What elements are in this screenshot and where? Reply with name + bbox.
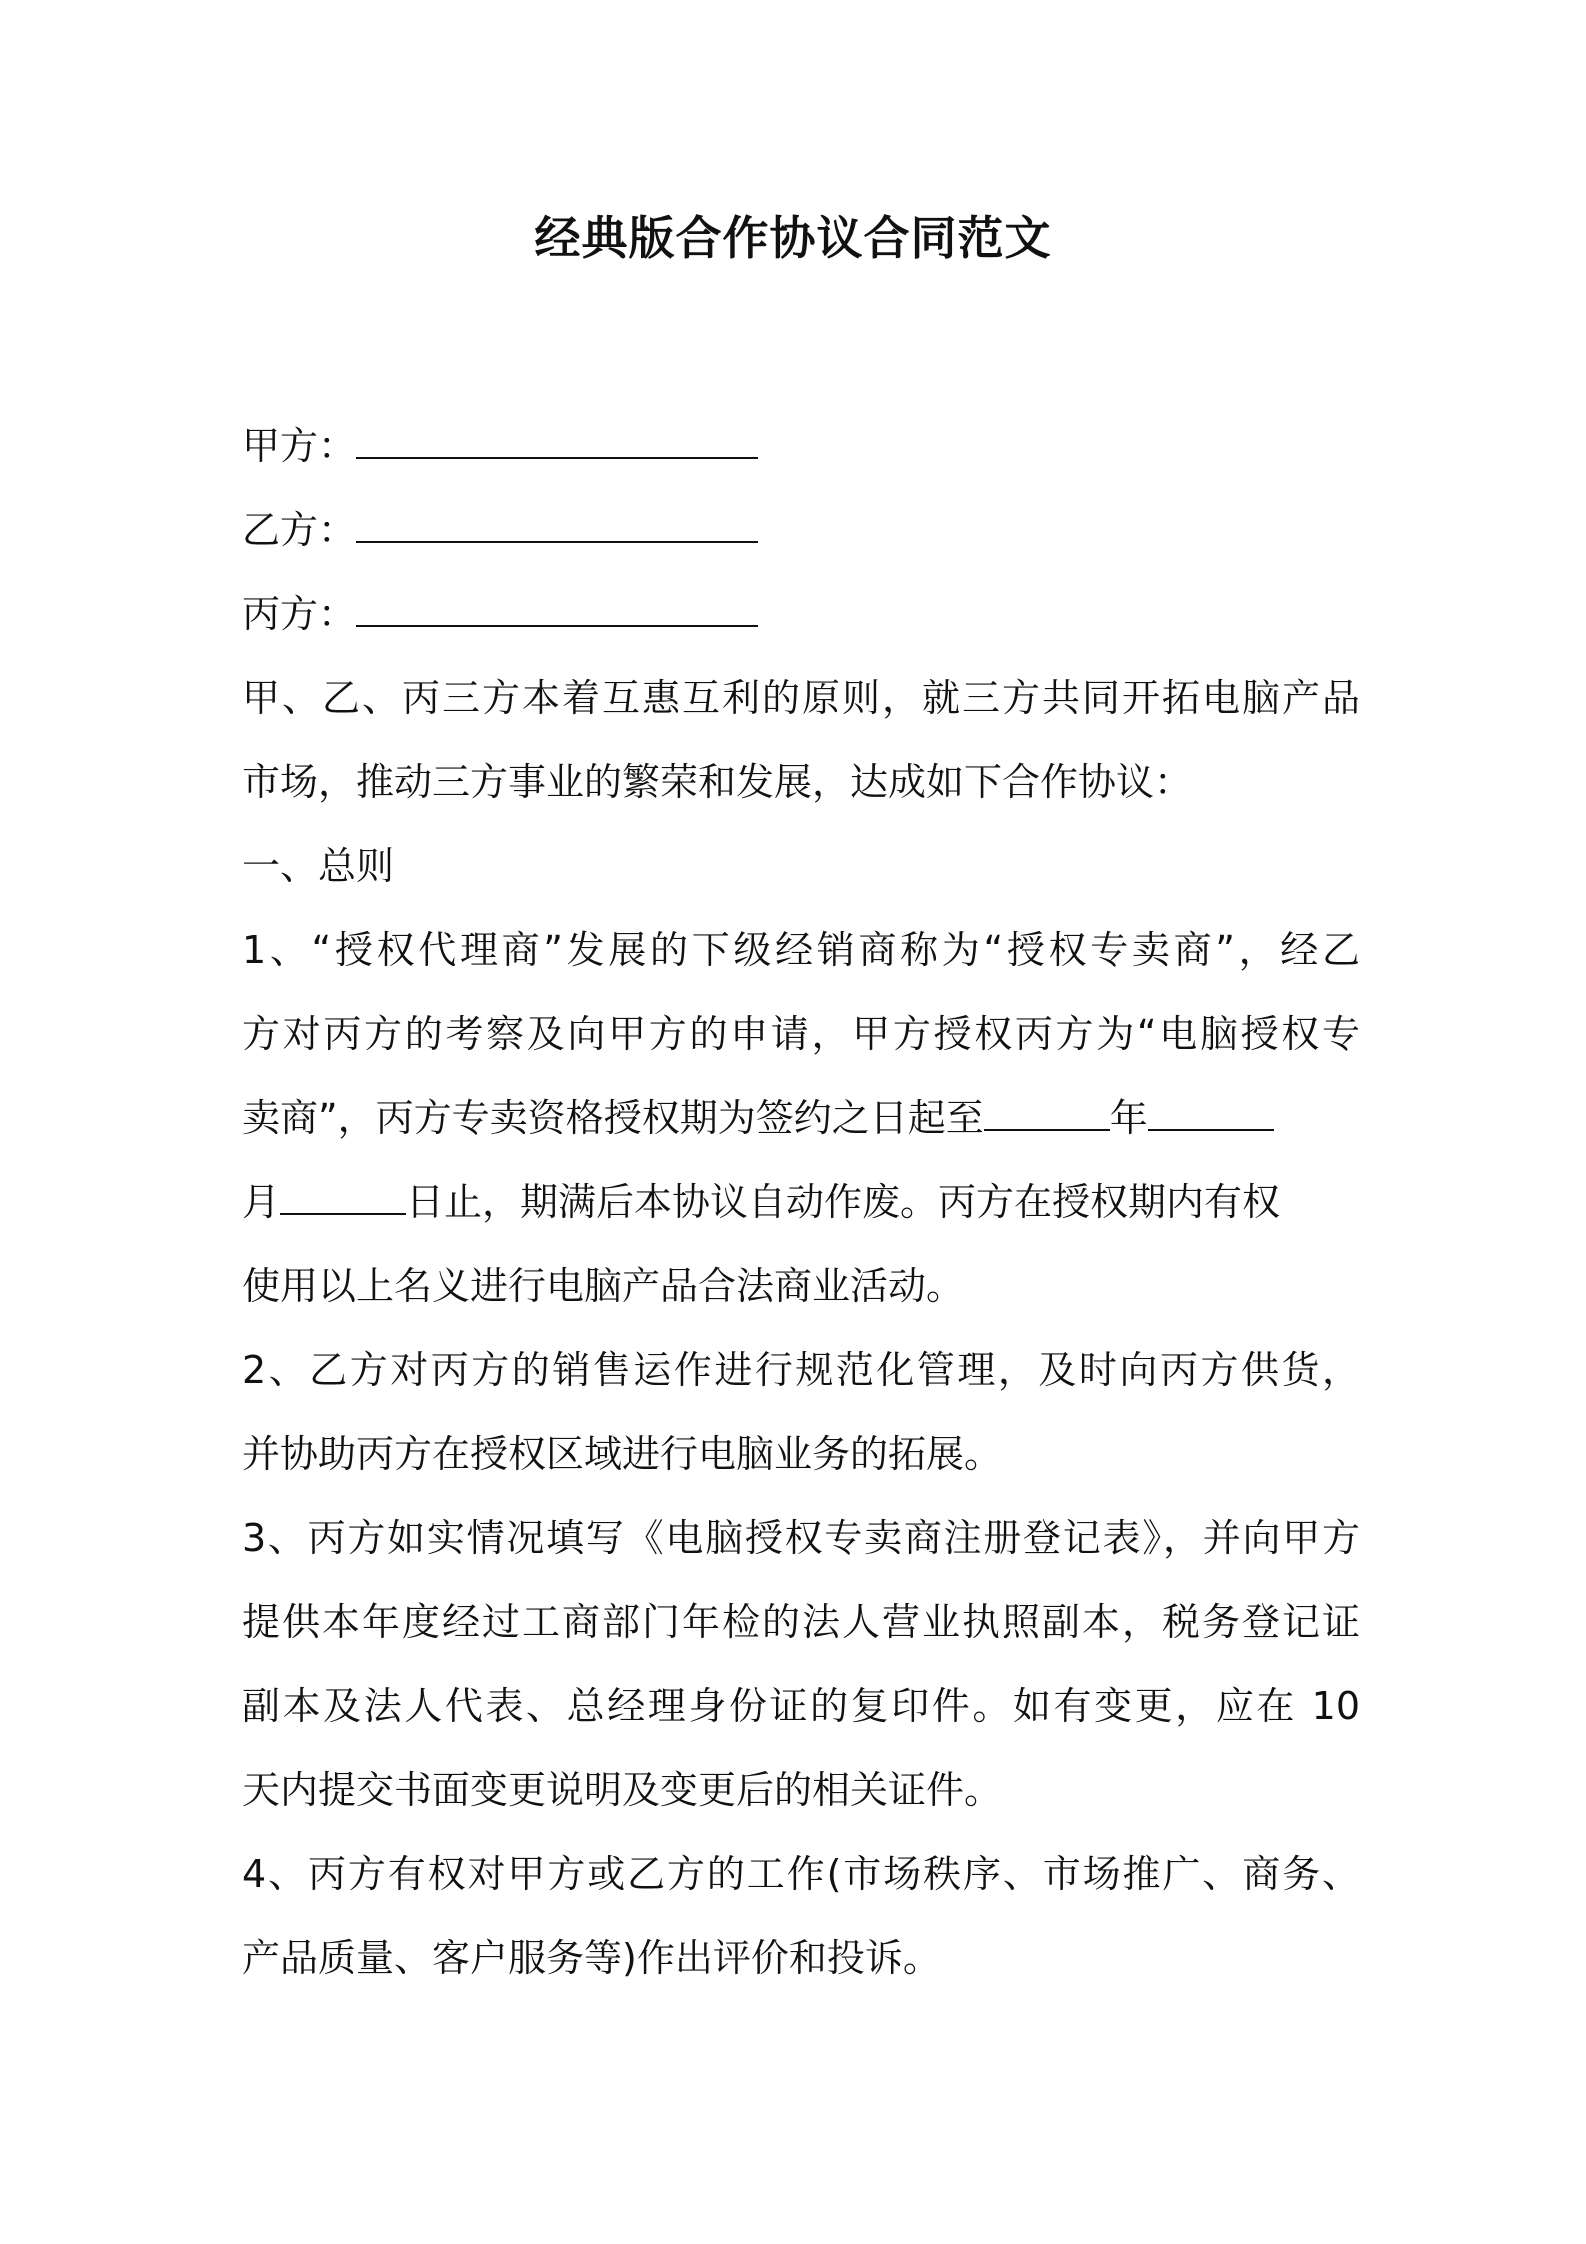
month-blank — [1148, 1099, 1274, 1131]
party-a-blank — [356, 427, 758, 459]
clause-3-line-1: 3、丙方如实情况填写《电脑授权专卖商注册登记表》，并向甲方 — [242, 1516, 1360, 1560]
year-label: 年 — [1109, 1096, 1148, 1140]
party-c-blank — [356, 595, 758, 627]
clause-2-line-2: 并协助丙方在授权区域进行电脑业务的拓展。 — [242, 1432, 1003, 1476]
party-c-label: 丙方： — [242, 592, 357, 636]
clause-3-line-2: 提供本年度经过工商部门年检的法人营业执照副本，税务登记证 — [242, 1600, 1360, 1644]
clause-1-line-1: 1、“授权代理商”发展的下级经销商称为“授权专卖商”，经乙 — [242, 928, 1360, 972]
clause-4-line-1: 4、丙方有权对甲方或乙方的工作(市场秩序、市场推广、商务、 — [242, 1852, 1360, 1896]
section-heading: 一、总则 — [242, 844, 395, 888]
day-blank — [280, 1183, 406, 1215]
clause-3-line-3: 副本及法人代表、总经理身份证的复印件。如有变更，应在 10 — [242, 1684, 1360, 1728]
month-label: 月 — [242, 1180, 281, 1224]
intro-line-2: 市场，推动三方事业的繁荣和发展，达成如下合作协议： — [242, 760, 1193, 804]
party-a-line — [242, 404, 1360, 488]
clause-4-line-2: 产品质量、客户服务等)作出评价和投诉。 — [242, 1936, 941, 1980]
party-b-line — [242, 488, 1360, 572]
clause-1-line-4 — [242, 1160, 1360, 1244]
party-c-line — [242, 572, 1360, 656]
clause-2-line-1: 2、乙方对丙方的销售运作进行规范化管理，及时向丙方供货， — [242, 1348, 1360, 1392]
clause-1-expiry-text: 日止，期满后本协议自动作废。丙方在授权期内有权 — [406, 1180, 1281, 1224]
intro-line-1: 甲、乙、丙三方本着互惠互利的原则，就三方共同开拓电脑产品 — [242, 676, 1360, 720]
clause-1-line-2: 方对丙方的考察及向甲方的申请，甲方授权丙方为“电脑授权专 — [242, 1012, 1360, 1056]
clause-1-line-5: 使用以上名义进行电脑产品合法商业活动。 — [242, 1264, 965, 1308]
party-b-blank — [356, 511, 758, 543]
clause-3-line-4: 天内提交书面变更说明及变更后的相关证件。 — [242, 1768, 1003, 1812]
document-title: 经典版合作协议合同范文 — [534, 211, 1052, 265]
year-blank — [984, 1099, 1110, 1131]
clause-1-line-3 — [242, 1076, 1360, 1160]
party-b-label: 乙方： — [242, 508, 357, 552]
clause-1-period-text: 卖商”，丙方专卖资格授权期为签约之日起至 — [242, 1096, 984, 1140]
document-body — [242, 404, 1360, 2000]
party-a-label: 甲方： — [242, 424, 357, 468]
